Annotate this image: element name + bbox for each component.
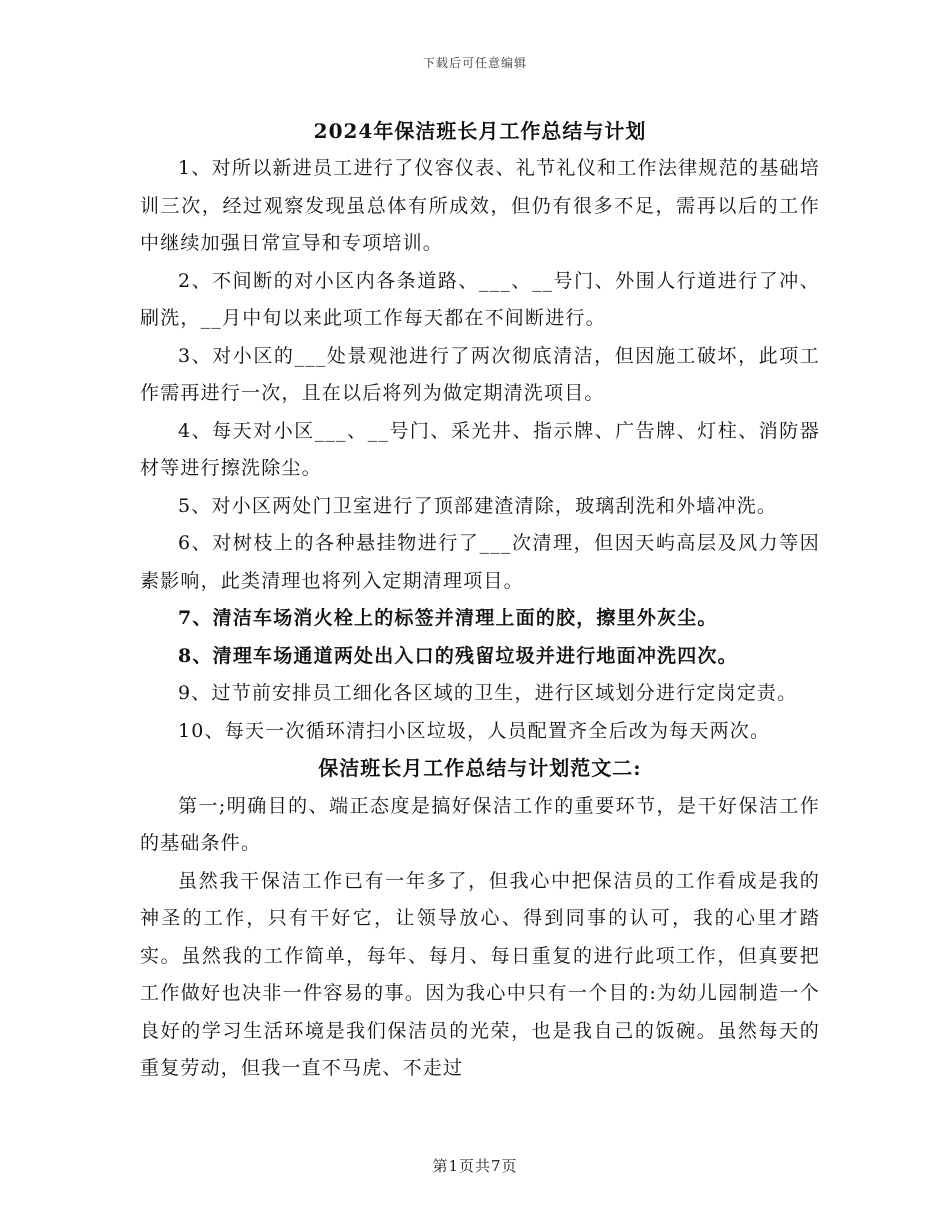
list-item: 5、对小区两处门卫室进行了顶部建渣清除，玻璃刮洗和外墙冲洗。 bbox=[178, 494, 778, 517]
list-item: 3、对小区的___处景观池进行了两次彻底清洁，但因施工破坏，此项工作需再进行一次，且在以后将列为做定期清洗项目。 bbox=[140, 344, 820, 404]
page-number: 第1页共7页 bbox=[432, 1157, 518, 1175]
body-paragraph: 虽然我干保洁工作已有一年多了，但我心中把保洁员的工作看成是我的神圣的工作，只有干好它，让领导放心、得到同事的认可，我的心里才踏实。虽然我的工作简单，每年、每月、每日重复的进行此项工作，但真要把工作做好也决非一件容易的事。因为我心中只有一个目的:为幼儿园制造一个良好的学习生活环境是我们保洁员的光荣，也是我自己的饭碗。虽然每天的重复劳动，但我一直不马虎、不走过 bbox=[140, 869, 820, 1079]
body-paragraph: 第一;明确目的、端正态度是搞好保洁工作的重要环节，是干好保洁工作的基础条件。 bbox=[140, 794, 820, 854]
document-body bbox=[140, 112, 820, 1088]
list-item: 7、清洁车场消火栓上的标签并清理上面的胶，擦里外灰尘。 bbox=[178, 607, 718, 629]
list-item: 8、清理车场通道两处出入口的残留垃圾并进行地面冲洗四次。 bbox=[178, 644, 738, 667]
header-note: 下载后可任意编辑 bbox=[422, 56, 527, 70]
list-item: 2、不间断的对小区内各条道路、___、__号门、外围人行道进行了冲、刷洗，__月中旬以来此项工作每天都在不间断进行。 bbox=[140, 269, 820, 329]
list-item: 10、每天一次循环清扫小区垃圾，人员配置齐全后改为每天两次。 bbox=[178, 719, 771, 742]
list-item: 9、过节前安排员工细化各区域的卫生，进行区域划分进行定岗定责。 bbox=[178, 682, 798, 704]
document-title: 2024年保洁班长月工作总结与计划 bbox=[313, 119, 647, 143]
section-subtitle: 保洁班长月工作总结与计划范文二: bbox=[318, 756, 642, 780]
list-item: 6、对树枝上的各种悬挂物进行了___次清理，但因天屿高层及风力等因素影响，此类清理也将列入定期清理项目。 bbox=[140, 532, 820, 592]
list-item: 1、对所以新进员工进行了仪容仪表、礼节礼仪和工作法律规范的基础培训三次，经过观察发现虽总体有所成效，但仍有很多不足，需再以后的工作中继续加强日常宣导和专项培训。 bbox=[140, 157, 820, 254]
list-item: 4、每天对小区___、__号门、采光井、指示牌、广告牌、灯柱、消防器材等进行擦洗除尘。 bbox=[140, 419, 820, 479]
